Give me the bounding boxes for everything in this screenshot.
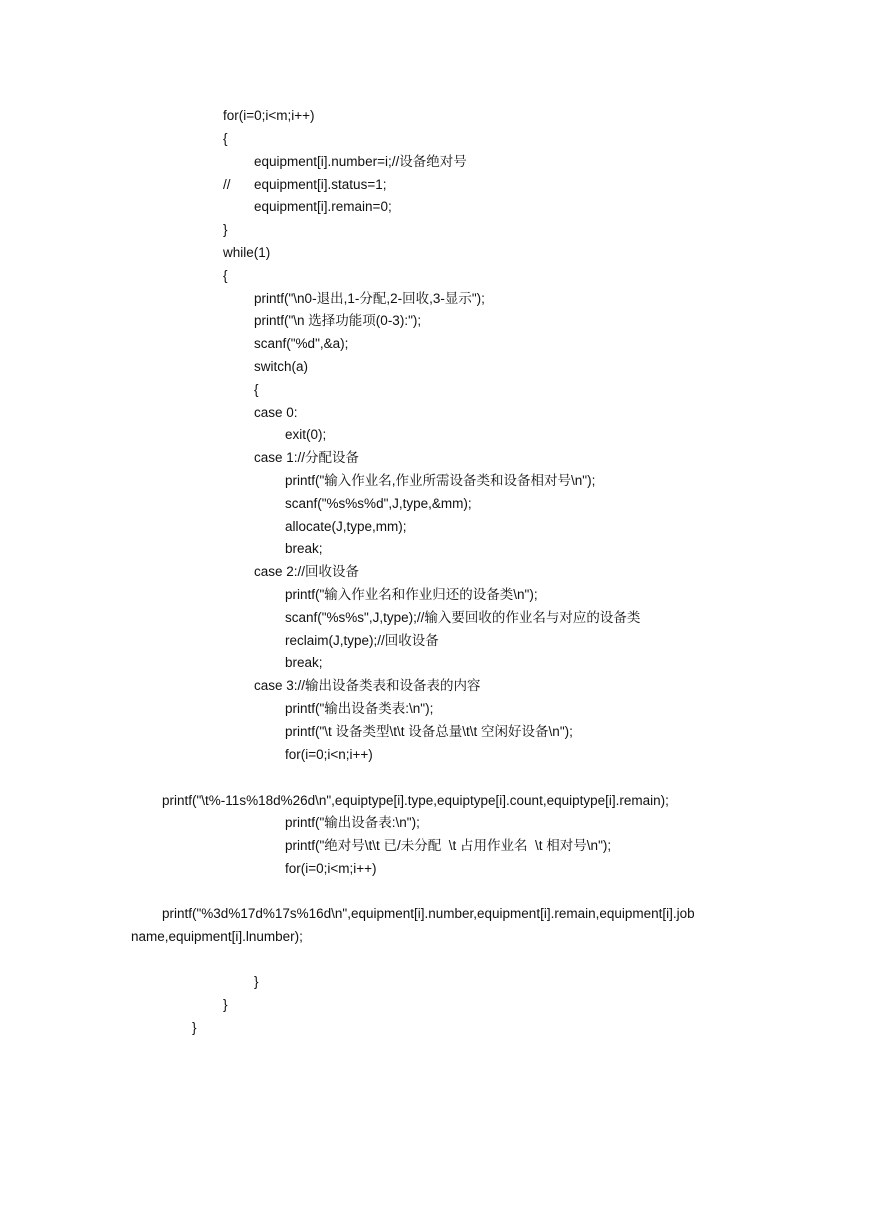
code-line: break; <box>285 655 323 670</box>
code-line: { <box>223 131 228 146</box>
code-line: case 1://分配设备 <box>254 450 360 465</box>
code-line: for(i=0;i<n;i++) <box>285 747 373 762</box>
code-line: case 3://输出设备类表和设备表的内容 <box>254 678 481 693</box>
code-line: equipment[i].remain=0; <box>254 199 392 214</box>
code-line: printf("输入作业名,作业所需设备类和设备相对号\n"); <box>285 473 596 488</box>
code-line: } <box>254 974 259 989</box>
code-line: printf("绝对号\t\t 已/未分配 \t 占用作业名 \t 相对号\n"); <box>285 838 612 853</box>
code-line: scanf("%s%s",J,type);//输入要回收的作业名与对应的设备类 <box>285 610 641 625</box>
code-line: for(i=0;i<m;i++) <box>285 861 377 876</box>
code-line: { <box>254 382 259 397</box>
code-line: case 0: <box>254 405 298 420</box>
code-line: printf("输入作业名和作业归还的设备类\n"); <box>285 587 538 602</box>
code-line: // <box>223 177 231 192</box>
code-line: printf("\n0-退出,1-分配,2-回收,3-显示"); <box>254 291 485 306</box>
code-line: } <box>223 997 228 1012</box>
code-line: case 2://回收设备 <box>254 564 360 579</box>
code-line: printf("输出设备类表:\n"); <box>285 701 434 716</box>
code-line: allocate(J,type,mm); <box>285 519 407 534</box>
code-line: reclaim(J,type);//回收设备 <box>285 633 439 648</box>
code-line: printf("\t%-11s%18d%26d\n",equiptype[i].type,equiptype[i].count,equiptype[i].remain); <box>162 793 669 808</box>
code-line: scanf("%d",&a); <box>254 336 349 351</box>
code-line: name,equipment[i].lnumber); <box>131 929 303 944</box>
code-line: printf("\n 选择功能项(0-3):"); <box>254 313 422 328</box>
code-line: printf("%3d%17d%17s%16d\n",equipment[i].number,equipment[i].remain,equipment[i].job <box>162 906 695 921</box>
code-line: scanf("%s%s%d",J,type,&mm); <box>285 496 472 511</box>
code-line: break; <box>285 541 323 556</box>
code-line: while(1) <box>223 245 271 260</box>
code-line: equipment[i].status=1; <box>254 177 387 192</box>
code-line: { <box>223 268 228 283</box>
code-line: printf("\t 设备类型\t\t 设备总量\t\t 空闲好设备\n"); <box>285 724 573 739</box>
code-line: } <box>223 222 228 237</box>
code-line: exit(0); <box>285 427 327 442</box>
code-line: printf("输出设备表:\n"); <box>285 815 420 830</box>
code-line: switch(a) <box>254 359 309 374</box>
code-line: } <box>192 1020 197 1035</box>
code-line: equipment[i].number=i;//设备绝对号 <box>254 154 467 169</box>
code-line: for(i=0;i<m;i++) <box>223 108 315 123</box>
